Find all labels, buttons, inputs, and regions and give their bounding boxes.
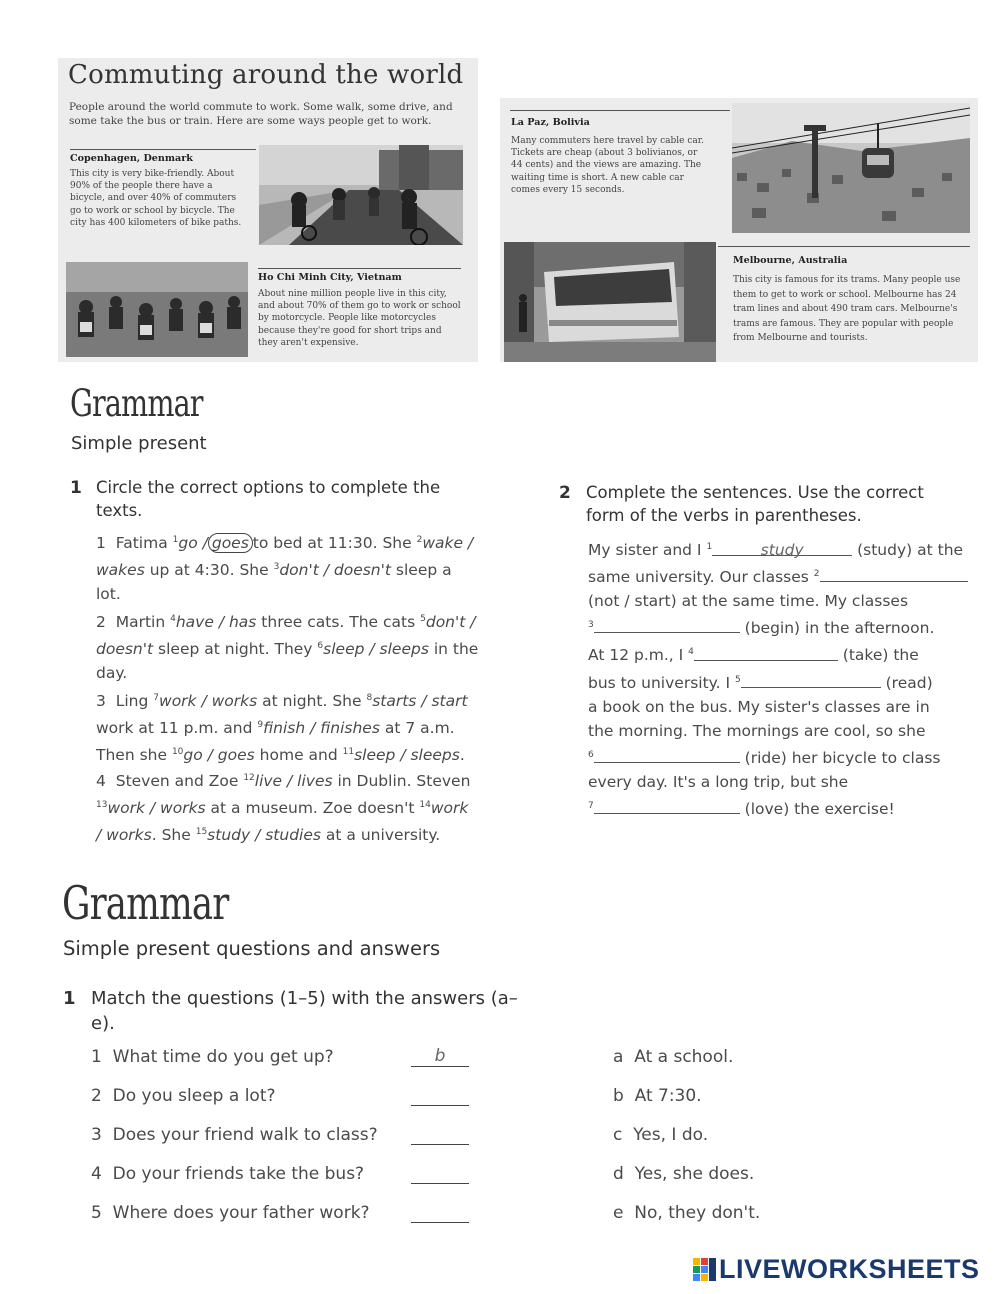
ho-chi-minh-rule	[258, 268, 461, 269]
blank-3[interactable]	[594, 615, 740, 633]
ex2-line-6: bus to university. I $^5$ (read)	[588, 668, 988, 695]
ex2-line-10: every day. It's a long trip, but she	[588, 772, 849, 791]
option-have-has[interactable]: have / has	[175, 613, 257, 632]
answer-d: d Yes, she does.	[613, 1164, 755, 1184]
answer-a: a At a school.	[613, 1047, 734, 1067]
city-name-melbourne: Melbourne, Australia	[733, 255, 848, 266]
liveworksheets-logo-text: LIVEWORKSHEETS	[719, 1254, 980, 1284]
melbourne-tram-photo	[504, 242, 716, 362]
article-intro: People around the world commute to work. Some walk, some drive, and some take the bus or train. Here are some ways people get to work.	[69, 101, 453, 127]
ho-chi-minh-motorcycles-photo	[66, 262, 248, 357]
city-text-la-paz: Many commuters here travel by cable car. Tickets are cheap (about 3 bolivianos, or 44 cents) and the views are amazing. The waiting time is short. A new cable car comes every 15 seconds.	[511, 136, 704, 195]
option-work-works[interactable]: work / works	[159, 692, 258, 711]
ex2-line-3: (not / start) at the same time. My classes	[588, 592, 909, 611]
circled-option-goes[interactable]: goes	[208, 533, 253, 553]
question-4: 4 Do your friends take the bus?	[91, 1164, 365, 1184]
grammar-subheading-2: Simple present questions and answers	[63, 937, 441, 960]
exercise-1-number: 1	[70, 478, 82, 498]
ex2-line-1: My sister and I $^1$ study (study) at the	[588, 535, 988, 562]
answer-blank-2[interactable]	[411, 1085, 469, 1106]
answer-blank-3[interactable]	[411, 1124, 469, 1145]
city-text-melbourne: This city is famous for its trams. Many people use them to get to work or school. Melbourne has 24 tram lines and about 490 tram cars. Melbourne's trams are famous. They are popular with people from Melbourne and tourists.	[733, 275, 961, 343]
copenhagen-rule	[70, 149, 256, 150]
exercise-1-item-2: 2 Martin $^4$have / has three cats. The cats $^5$don't / doesn't sleep at night. They $^6$sleep / sleeps in the day.	[96, 613, 479, 683]
ex2-line-4: $^3$ (begin) in the afternoon.	[588, 613, 988, 640]
exercise-2-text	[588, 535, 988, 821]
exercise-1-item-4: 4 Steven and Zoe $^{12}$live / lives in Dublin. Steven $^{13}$work / works at a museum. Zoe doesn't $^{14}$work / works. She $^{15}$study / studies at a university.	[96, 772, 471, 845]
ex2-line-2: same university. Our classes $^2$	[588, 562, 988, 589]
grammar-subheading-1: Simple present	[71, 433, 207, 454]
option-work-works-2[interactable]: work / works	[107, 799, 206, 818]
option-work-works-3[interactable]: work / works	[96, 799, 469, 845]
blank-1[interactable]: study	[712, 538, 852, 556]
city-name-ho-chi-minh: Ho Chi Minh City, Vietnam	[258, 272, 402, 283]
ex2-line-11: $^7$ (love) the exercise!	[588, 794, 988, 821]
question-1: 1 What time do you get up?	[91, 1047, 334, 1067]
option-wake-wakes[interactable]: wake / wakes	[96, 534, 474, 580]
la-paz-rule	[510, 110, 730, 111]
city-text-copenhagen: This city is very bike-friendly. About 90% of the people there have a bicycle, and over 40% of commuters go to work or school by bicycle. The city has 400 kilometers of bike paths.	[70, 169, 242, 228]
la-paz-cable-car-photo	[732, 103, 970, 233]
blank-2[interactable]	[820, 564, 968, 582]
melbourne-rule	[718, 246, 970, 247]
city-name-copenhagen: Copenhagen, Denmark	[70, 153, 193, 164]
liveworksheets-logo[interactable]	[693, 1255, 993, 1285]
option-sleep-sleeps-2[interactable]: sleep / sleeps	[354, 746, 460, 765]
option-go[interactable]: go /	[178, 534, 208, 553]
blank-4[interactable]	[694, 643, 838, 661]
question-5: 5 Where does your father work?	[91, 1203, 370, 1223]
exercise-1-item-3: 3 Ling $^7$work / works at night. She $^8$starts / start work at 11 p.m. and $^9$finish / finishes at 7 a.m. Then she $^{10}$go / goes home and $^{11}$sleep / sleeps.	[96, 692, 468, 765]
blank-5[interactable]	[741, 670, 881, 688]
question-3: 3 Does your friend walk to class?	[91, 1125, 378, 1145]
article-title: Commuting around the world	[68, 60, 464, 90]
ex2-line-9: $^6$ (ride) her bicycle to class	[588, 743, 988, 770]
answer-blank-4[interactable]	[411, 1163, 469, 1184]
blank-6[interactable]	[594, 745, 740, 763]
option-dont-doesnt[interactable]: don't / doesn't	[279, 561, 391, 580]
option-dont-doesnt-2[interactable]: don't / doesn't	[96, 613, 476, 659]
exercise-2-number: 2	[559, 483, 571, 503]
answer-blank-5[interactable]	[411, 1202, 469, 1223]
option-live-lives[interactable]: live / lives	[254, 772, 333, 791]
answer-blank-1[interactable]: b	[411, 1046, 469, 1067]
option-go-goes[interactable]: go / goes	[183, 746, 255, 765]
ex2-line-5: At 12 p.m., I $^4$ (take) the	[588, 640, 988, 667]
copenhagen-bikes-photo	[259, 145, 463, 245]
option-starts-start[interactable]: starts / start	[372, 692, 468, 711]
option-sleep-sleeps[interactable]: sleep / sleeps	[323, 640, 429, 659]
exercise-1-item-1: 1 Fatima $^1$go / goes to bed at 11:30. She $^2$wake / wakes up at 4:30. She $^3$don't / doesn't sleep a lot.	[96, 534, 474, 604]
exercise-2-instruction: Complete the sentences. Use the correct form of the verbs in parentheses.	[586, 483, 924, 525]
match-exercise-number: 1	[63, 988, 76, 1009]
answer-b: b At 7:30.	[613, 1086, 702, 1106]
city-name-la-paz: La Paz, Bolivia	[511, 117, 590, 128]
ex2-line-8: the morning. The mornings are cool, so she	[588, 721, 926, 740]
answer-c: c Yes, I do.	[613, 1125, 709, 1145]
blank-7[interactable]	[594, 796, 740, 814]
ex2-line-7: a book on the bus. My sister's classes are in	[588, 697, 930, 716]
city-text-ho-chi-minh: About nine million people live in this city, and about 70% of them go to work or school by motorcycle. People like motorcycles because they're good for short trips and they aren't expensive.	[258, 289, 461, 348]
question-2: 2 Do you sleep a lot?	[91, 1086, 276, 1106]
grammar-heading-2: Grammar	[62, 876, 229, 930]
liveworksheets-logo-icon	[693, 1258, 717, 1282]
match-exercise-instruction: Match the questions (1–5) with the answers (a–e).	[91, 988, 518, 1034]
answer-e: e No, they don't.	[613, 1203, 761, 1223]
option-finish-finishes[interactable]: finish / finishes	[263, 719, 380, 738]
exercise-1-instruction: Circle the correct options to complete the texts.	[96, 478, 441, 520]
grammar-heading-1: Grammar	[70, 382, 203, 425]
option-study-studies[interactable]: study / studies	[207, 826, 321, 845]
